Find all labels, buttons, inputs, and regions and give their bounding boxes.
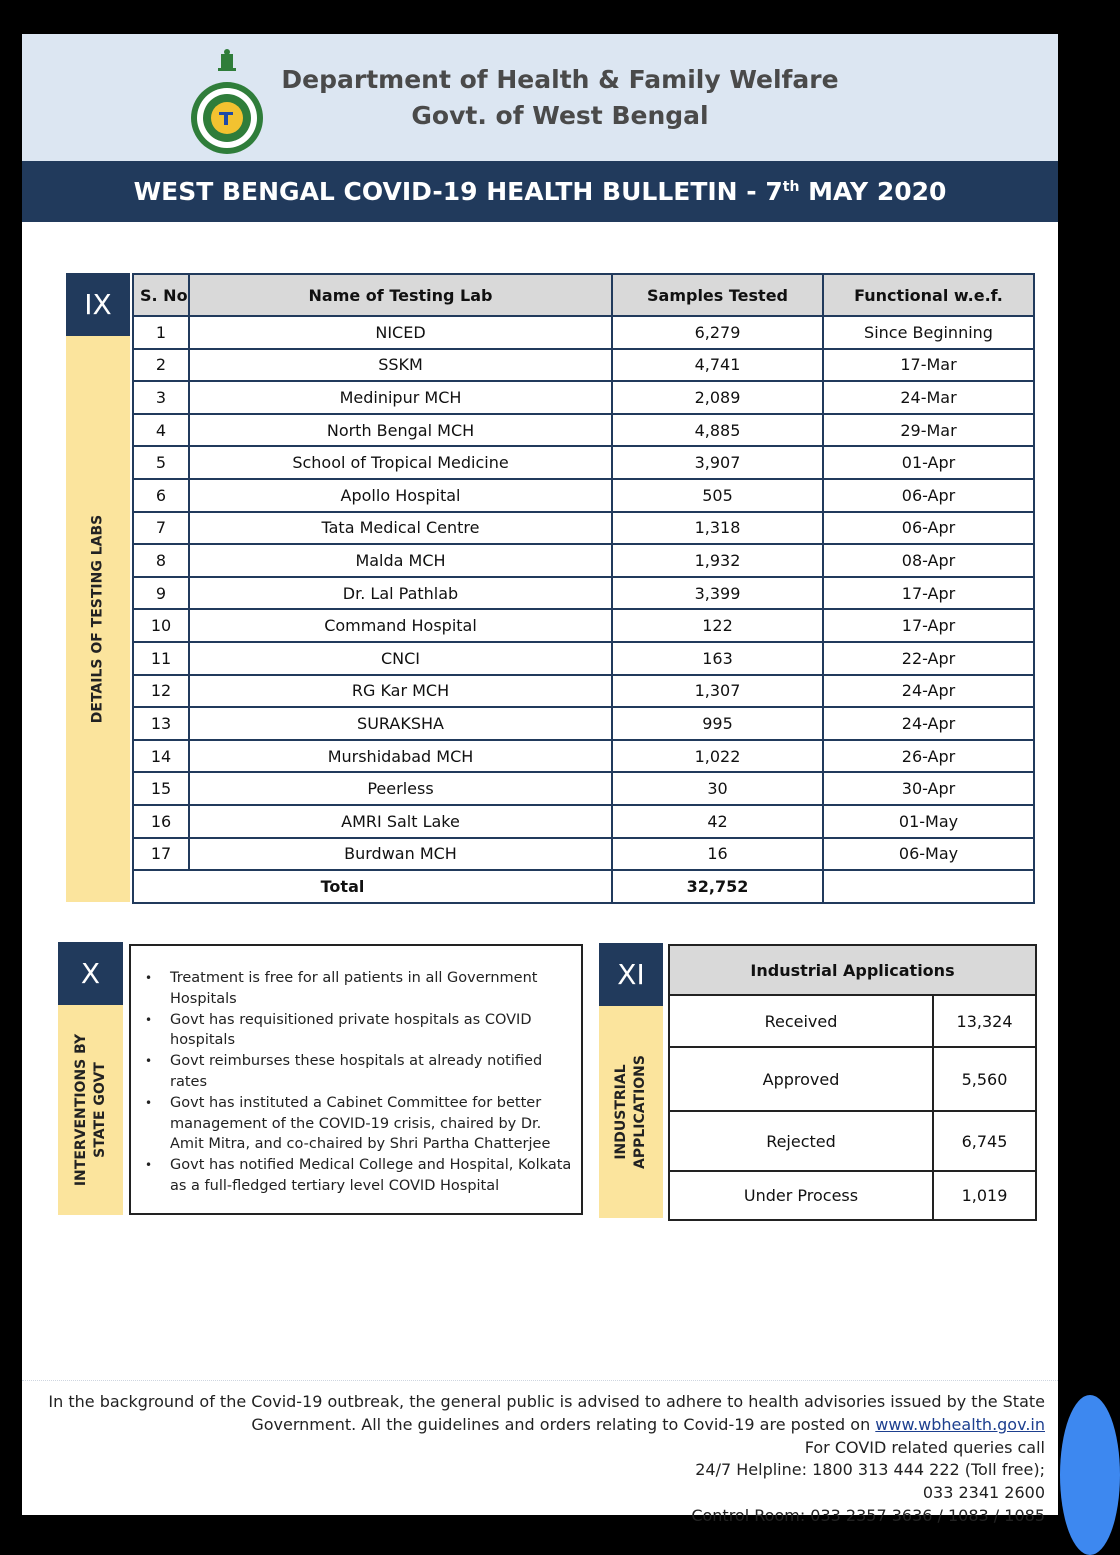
industrial-row bbox=[669, 1111, 1036, 1171]
lab-name: SURAKSHA bbox=[189, 707, 612, 740]
lab-row bbox=[133, 577, 1034, 610]
intervention-item: • Govt reimburses these hospitals at already notified rates bbox=[143, 1051, 573, 1093]
lab-since: 17-Apr bbox=[823, 577, 1034, 610]
lab-name: Malda MCH bbox=[189, 544, 612, 577]
footer bbox=[22, 1380, 1058, 1525]
lab-row bbox=[133, 740, 1034, 773]
lab-samples: 1,307 bbox=[612, 675, 823, 708]
section-xi-side-line-2: APPLICATIONS bbox=[632, 1055, 648, 1169]
intervention-item: • Govt has notified Medical College and Hospital, Kolkata as a full-fledged tertiary level COVID Hospital bbox=[143, 1155, 573, 1197]
intervention-item: • Govt has instituted a Cabinet Committee for better management of the COVID-19 crisis, chaired by Dr. Amit Mitra, and co-chaired by Shri Partha Chatterjee bbox=[143, 1093, 573, 1155]
labs-total-row bbox=[133, 870, 1034, 903]
lab-sno: 6 bbox=[133, 479, 189, 512]
intervention-item: • Govt has requisitioned private hospitals as COVID hospitals bbox=[143, 1010, 573, 1052]
industrial-applications-table bbox=[668, 944, 1037, 1221]
lab-sno: 1 bbox=[133, 316, 189, 349]
lab-row bbox=[133, 609, 1034, 642]
lab-sno: 3 bbox=[133, 381, 189, 414]
section-x-side-line-1: INTERVENTIONS BY bbox=[72, 1033, 89, 1187]
lab-since: 22-Apr bbox=[823, 642, 1034, 675]
lab-samples: 122 bbox=[612, 609, 823, 642]
footer-line-2-text: Government. All the guidelines and orders relating to Covid-19 are posted on bbox=[251, 1414, 876, 1434]
lab-since: 24-Apr bbox=[823, 675, 1034, 708]
interventions-list bbox=[143, 968, 573, 1197]
footer-line-4: 24/7 Helpline: 1800 313 444 222 (Toll free); bbox=[695, 1460, 1045, 1480]
lab-name: North Bengal MCH bbox=[189, 414, 612, 447]
footer-line-1: In the background of the Covid-19 outbreak, the general public is advised to adhere to health advisories issued by the State bbox=[48, 1392, 1045, 1411]
lab-sno: 7 bbox=[133, 512, 189, 545]
industrial-header-row bbox=[669, 945, 1036, 995]
lab-sno: 15 bbox=[133, 772, 189, 805]
total-label: Total bbox=[133, 870, 612, 903]
lab-sno: 2 bbox=[133, 349, 189, 382]
lab-samples: 42 bbox=[612, 805, 823, 838]
lab-row bbox=[133, 479, 1034, 512]
lab-row bbox=[133, 512, 1034, 545]
lab-row bbox=[133, 772, 1034, 805]
lab-row bbox=[133, 414, 1034, 447]
header-banner bbox=[22, 34, 1058, 161]
footer-text bbox=[45, 1391, 1045, 1528]
lab-name: Dr. Lal Pathlab bbox=[189, 577, 612, 610]
intervention-item: • Treatment is free for all patients in all Government Hospitals bbox=[143, 968, 573, 1010]
lab-samples: 3,399 bbox=[612, 577, 823, 610]
lab-row bbox=[133, 707, 1034, 740]
lab-row bbox=[133, 544, 1034, 577]
col-header-samples: Samples Tested bbox=[612, 274, 823, 316]
bulletin-title-prefix: WEST BENGAL COVID-19 HEALTH BULLETIN - 7 bbox=[133, 177, 783, 206]
section-x-side-label-text bbox=[72, 1034, 110, 1186]
lab-name: RG Kar MCH bbox=[189, 675, 612, 708]
footer-line-3: For COVID related queries call bbox=[804, 1437, 1045, 1457]
lab-name: NICED bbox=[189, 316, 612, 349]
footer-line-2 bbox=[45, 1414, 1045, 1437]
lab-name: AMRI Salt Lake bbox=[189, 805, 612, 838]
lab-since: Since Beginning bbox=[823, 316, 1034, 349]
labs-header-row bbox=[133, 274, 1034, 316]
lab-sno: 9 bbox=[133, 577, 189, 610]
lab-since: 17-Apr bbox=[823, 609, 1034, 642]
bulletin-title-suffix: MAY 2020 bbox=[799, 177, 947, 206]
lab-row bbox=[133, 316, 1034, 349]
total-value: 32,752 bbox=[612, 870, 823, 903]
lab-samples: 1,318 bbox=[612, 512, 823, 545]
section-xi-side-label bbox=[599, 1006, 663, 1218]
lab-since: 01-Apr bbox=[823, 446, 1034, 479]
lab-since: 30-Apr bbox=[823, 772, 1034, 805]
lab-row bbox=[133, 675, 1034, 708]
industrial-row bbox=[669, 1171, 1036, 1220]
section-x-side-label bbox=[58, 1005, 123, 1215]
lab-since: 24-Mar bbox=[823, 381, 1034, 414]
lab-since: 06-May bbox=[823, 838, 1034, 871]
industrial-row-label: Rejected bbox=[669, 1111, 933, 1171]
col-header-since: Functional w.e.f. bbox=[823, 274, 1034, 316]
lab-name: Tata Medical Centre bbox=[189, 512, 612, 545]
lab-since: 17-Mar bbox=[823, 349, 1034, 382]
lab-name: Murshidabad MCH bbox=[189, 740, 612, 773]
section-x-side-line-2: STATE GOVT bbox=[91, 1062, 108, 1158]
col-header-sno: S. No bbox=[133, 274, 189, 316]
lab-sno: 5 bbox=[133, 446, 189, 479]
floating-action-button[interactable] bbox=[1060, 1395, 1120, 1555]
lab-since: 01-May bbox=[823, 805, 1034, 838]
section-xi-side-label-text bbox=[612, 1055, 650, 1169]
lab-name: Burdwan MCH bbox=[189, 838, 612, 871]
industrial-row-value: 1,019 bbox=[933, 1171, 1036, 1220]
lab-since: 26-Apr bbox=[823, 740, 1034, 773]
lab-row bbox=[133, 381, 1034, 414]
dept-line-2: Govt. of West Bengal bbox=[411, 101, 709, 130]
lab-name: Medinipur MCH bbox=[189, 381, 612, 414]
lab-since: 06-Apr bbox=[823, 512, 1034, 545]
testing-labs-table bbox=[132, 273, 1035, 904]
industrial-row-value: 13,324 bbox=[933, 995, 1036, 1047]
department-title bbox=[252, 62, 868, 134]
lab-samples: 4,741 bbox=[612, 349, 823, 382]
lab-samples: 3,907 bbox=[612, 446, 823, 479]
bulletin-page bbox=[22, 34, 1058, 1525]
industrial-row-value: 5,560 bbox=[933, 1047, 1036, 1111]
lab-since: 24-Apr bbox=[823, 707, 1034, 740]
lab-name: School of Tropical Medicine bbox=[189, 446, 612, 479]
industrial-row-label: Under Process bbox=[669, 1171, 933, 1220]
interventions-box bbox=[129, 944, 583, 1215]
lab-name: Peerless bbox=[189, 772, 612, 805]
section-ix-side-label bbox=[66, 336, 130, 902]
lab-samples: 16 bbox=[612, 838, 823, 871]
lab-samples: 995 bbox=[612, 707, 823, 740]
industrial-header: Industrial Applications bbox=[669, 945, 1036, 995]
footer-line-6: Control Room: 033 2357 3636 / 1083 / 1085 bbox=[691, 1505, 1045, 1525]
lab-samples: 4,885 bbox=[612, 414, 823, 447]
lab-since: 06-Apr bbox=[823, 479, 1034, 512]
industrial-row bbox=[669, 1047, 1036, 1111]
lab-samples: 30 bbox=[612, 772, 823, 805]
lab-since: 29-Mar bbox=[823, 414, 1034, 447]
lab-samples: 1,932 bbox=[612, 544, 823, 577]
lab-sno: 14 bbox=[133, 740, 189, 773]
lab-sno: 10 bbox=[133, 609, 189, 642]
bulletin-title-bar bbox=[22, 161, 1058, 222]
total-empty-cell bbox=[823, 870, 1034, 903]
industrial-row-label: Received bbox=[669, 995, 933, 1047]
lab-sno: 11 bbox=[133, 642, 189, 675]
lab-row bbox=[133, 805, 1034, 838]
footer-line-5: 033 2341 2600 bbox=[922, 1483, 1045, 1503]
lab-name: Command Hospital bbox=[189, 609, 612, 642]
lab-sno: 4 bbox=[133, 414, 189, 447]
industrial-table-body bbox=[669, 995, 1036, 1220]
dept-line-1: Department of Health & Family Welfare bbox=[281, 65, 839, 94]
lab-since: 08-Apr bbox=[823, 544, 1034, 577]
lab-samples: 1,022 bbox=[612, 740, 823, 773]
wbhealth-link[interactable]: www.wbhealth.gov.in bbox=[875, 1414, 1045, 1434]
lab-samples: 505 bbox=[612, 479, 823, 512]
lab-samples: 6,279 bbox=[612, 316, 823, 349]
lab-name: Apollo Hospital bbox=[189, 479, 612, 512]
lab-row bbox=[133, 349, 1034, 382]
col-header-name: Name of Testing Lab bbox=[189, 274, 612, 316]
section-ix-side-label-text: DETAILS OF TESTING LABS bbox=[89, 514, 106, 724]
industrial-row-label: Approved bbox=[669, 1047, 933, 1111]
lab-row bbox=[133, 446, 1034, 479]
section-xi-side-line-1: INDUSTRIAL bbox=[613, 1064, 629, 1160]
lab-sno: 8 bbox=[133, 544, 189, 577]
lab-sno: 13 bbox=[133, 707, 189, 740]
section-ix-number: IX bbox=[66, 273, 130, 336]
lab-sno: 16 bbox=[133, 805, 189, 838]
industrial-row-value: 6,745 bbox=[933, 1111, 1036, 1171]
industrial-row bbox=[669, 995, 1036, 1047]
lab-samples: 163 bbox=[612, 642, 823, 675]
section-xi-number: XI bbox=[599, 943, 663, 1006]
lab-sno: 12 bbox=[133, 675, 189, 708]
lab-row bbox=[133, 838, 1034, 871]
bulletin-title-sup: th bbox=[782, 179, 800, 195]
lab-samples: 2,089 bbox=[612, 381, 823, 414]
lab-row bbox=[133, 642, 1034, 675]
lab-sno: 17 bbox=[133, 838, 189, 871]
labs-table-body bbox=[133, 316, 1034, 903]
lab-name: SSKM bbox=[189, 349, 612, 382]
lab-name: CNCI bbox=[189, 642, 612, 675]
section-x-number: X bbox=[58, 942, 123, 1005]
